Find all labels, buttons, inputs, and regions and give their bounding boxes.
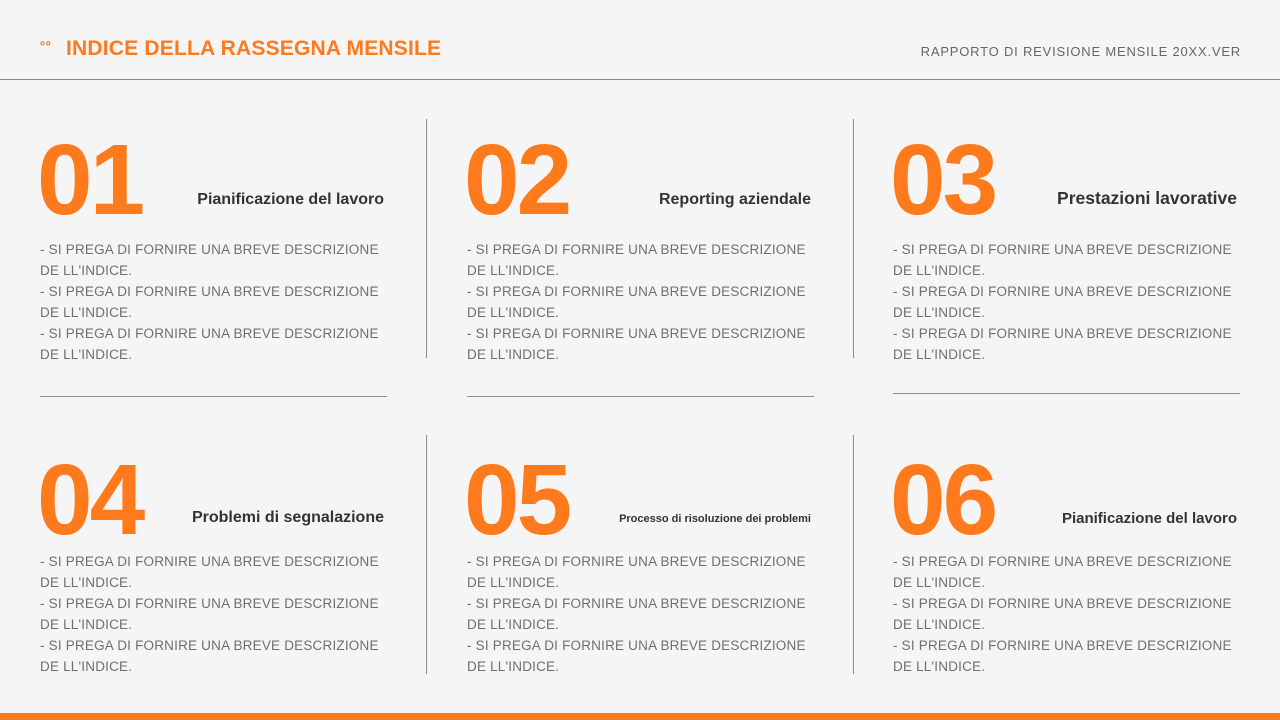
- column-divider: [426, 435, 427, 674]
- index-item-02: [464, 124, 814, 236]
- column-divider: [853, 435, 854, 674]
- index-description: - SI PREGA DI FORNIRE UNA BREVE DESCRIZIONE DE LL'INDICE. - SI PREGA DI FORNIRE UNA BREVE DESCRIZIONE DE LL'INDICE. - SI PREGA DI FORNIRE UNA BREVE DESCRIZIONE DE LL'INDICE.: [467, 242, 806, 362]
- index-item-01: [37, 124, 387, 236]
- index-number: 06: [890, 444, 996, 556]
- index-title: Processo di risoluzione dei problemi: [619, 513, 811, 525]
- page-title: INDICE DELLA RASSEGNA MENSILE: [66, 37, 442, 60]
- index-description: - SI PREGA DI FORNIRE UNA BREVE DESCRIZIONE DE LL'INDICE. - SI PREGA DI FORNIRE UNA BREVE DESCRIZIONE DE LL'INDICE. - SI PREGA DI FORNIRE UNA BREVE DESCRIZIONE DE LL'INDICE.: [40, 554, 379, 674]
- index-description: - SI PREGA DI FORNIRE UNA BREVE DESCRIZIONE DE LL'INDICE. - SI PREGA DI FORNIRE UNA BREVE DESCRIZIONE DE LL'INDICE. - SI PREGA DI FORNIRE UNA BREVE DESCRIZIONE DE LL'INDICE.: [893, 554, 1232, 674]
- row-divider: [467, 396, 814, 397]
- index-number: 02: [464, 124, 570, 236]
- index-item-06: [890, 444, 1240, 556]
- index-item-04: [37, 444, 387, 556]
- index-title: Prestazioni lavorative: [1057, 188, 1237, 208]
- index-title: Problemi di segnalazione: [191, 509, 384, 526]
- index-number: 05: [464, 444, 570, 556]
- index-number: 03: [890, 124, 996, 236]
- index-number: 01: [37, 124, 143, 236]
- row-divider: [40, 396, 387, 397]
- index-number: 04: [37, 444, 143, 556]
- index-item-03: [890, 124, 1240, 236]
- index-description: - SI PREGA DI FORNIRE UNA BREVE DESCRIZIONE DE LL'INDICE. - SI PREGA DI FORNIRE UNA BREVE DESCRIZIONE DE LL'INDICE. - SI PREGA DI FORNIRE UNA BREVE DESCRIZIONE DE LL'INDICE.: [893, 242, 1232, 362]
- column-divider: [853, 119, 854, 358]
- index-title: Pianificazione del lavoro: [1061, 510, 1237, 527]
- index-description: - SI PREGA DI FORNIRE UNA BREVE DESCRIZIONE DE LL'INDICE. - SI PREGA DI FORNIRE UNA BREVE DESCRIZIONE DE LL'INDICE. - SI PREGA DI FORNIRE UNA BREVE DESCRIZIONE DE LL'INDICE.: [40, 242, 379, 362]
- index-title: Pianificazione del lavoro: [197, 191, 384, 208]
- report-subtitle: RAPPORTO DI REVISIONE MENSILE 20XX.VER: [920, 44, 1241, 59]
- index-item-05: [464, 444, 814, 556]
- header-ornament: ºº: [40, 38, 52, 53]
- footer-accent-bar: [0, 713, 1280, 720]
- index-description: - SI PREGA DI FORNIRE UNA BREVE DESCRIZIONE DE LL'INDICE. - SI PREGA DI FORNIRE UNA BREVE DESCRIZIONE DE LL'INDICE. - SI PREGA DI FORNIRE UNA BREVE DESCRIZIONE DE LL'INDICE.: [467, 554, 806, 674]
- row-divider: [893, 393, 1240, 394]
- header-divider: [0, 79, 1280, 80]
- index-title: Reporting aziendale: [658, 191, 811, 208]
- column-divider: [426, 119, 427, 358]
